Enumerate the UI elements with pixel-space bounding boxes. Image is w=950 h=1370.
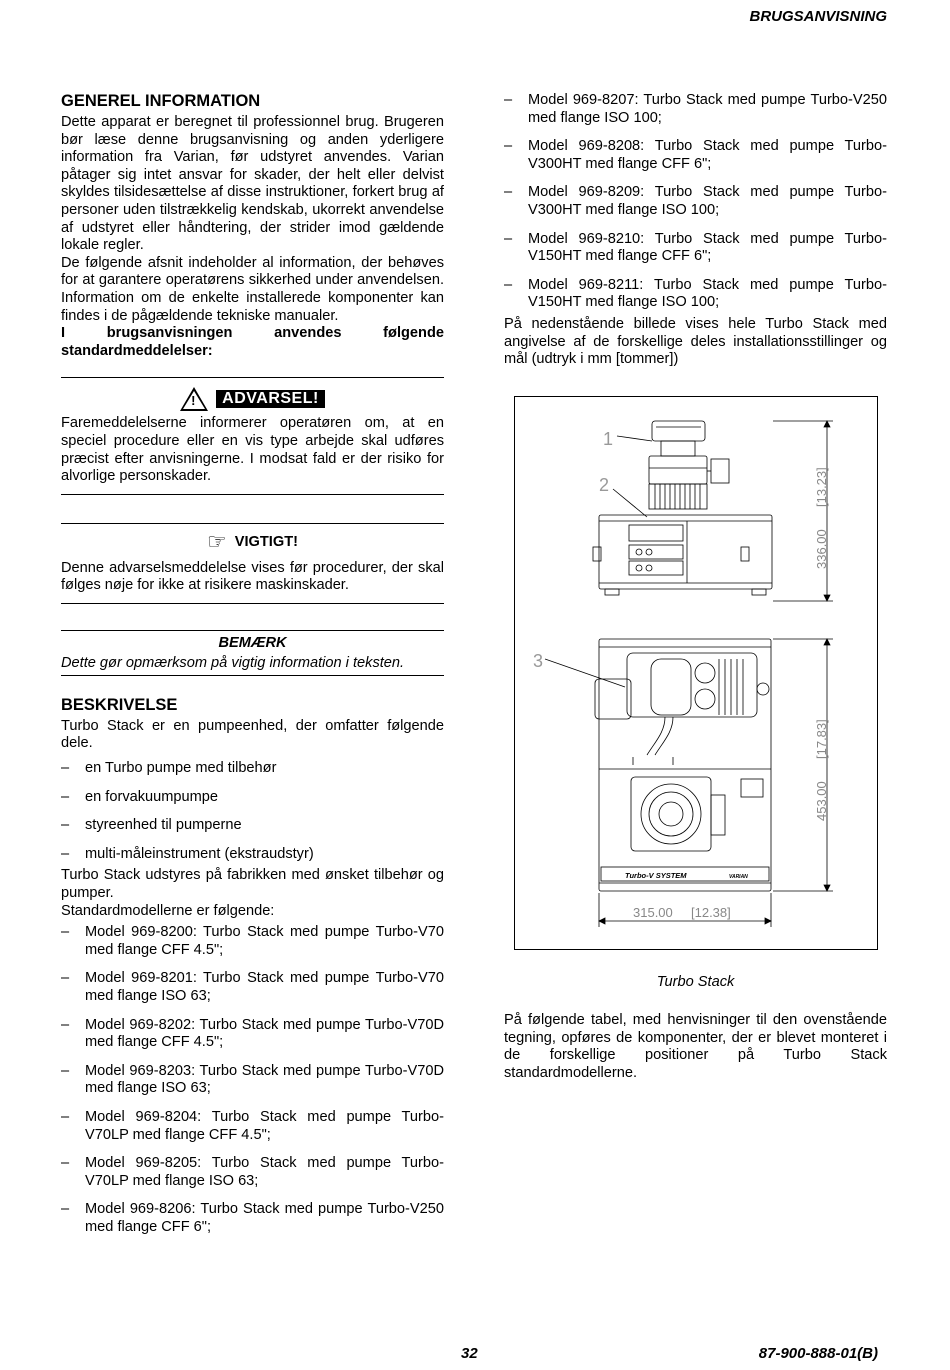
list-item: – styreenhed til pumperne	[61, 817, 444, 835]
list-item: – en Turbo pumpe med tilbehør	[61, 760, 444, 778]
callout-1: 1	[603, 429, 614, 449]
page-header: BRUGSANVISNING	[749, 8, 887, 25]
description-after-1: Turbo Stack udstyres på fabrikken med ønsket tilbehør og pumper.	[61, 867, 444, 902]
dim-width: 315.00	[633, 905, 673, 920]
important-box	[61, 523, 444, 604]
dim-height-top-inches: [13.23]	[814, 467, 829, 507]
models-list-right	[504, 92, 887, 312]
dim-width-inches: [12.38]	[691, 905, 731, 920]
dim-height-bottom-inches: [17.83]	[814, 719, 829, 759]
warning-box	[61, 377, 444, 494]
list-item: – multi-måleinstrument (ekstraudstyr)	[61, 846, 444, 864]
turbo-stack-drawing	[514, 396, 878, 950]
warning-title: ADVARSEL!	[216, 390, 325, 408]
note-box	[61, 630, 444, 676]
list-item: – Model 969-8205: Turbo Stack med pumpe Turbo-V70LP med flange ISO 63;	[61, 1155, 444, 1190]
note-text: Dette gør opmærksom på vigtig information i teksten.	[61, 654, 405, 671]
list-item: – Model 969-8203: Turbo Stack med pumpe Turbo-V70D med flange ISO 63;	[61, 1063, 444, 1098]
section-heading-general: GENEREL INFORMATION	[61, 92, 261, 110]
technical-drawing	[515, 397, 877, 949]
list-item: – Model 969-8210: Turbo Stack med pumpe Turbo-V150HT med flange CFF 6";	[504, 231, 887, 266]
callout-2: 2	[599, 475, 610, 495]
note-title: BEMÆRK	[218, 634, 287, 651]
description-after-2: Standardmodellerne er følgende:	[61, 902, 275, 919]
left-column	[61, 92, 444, 1248]
general-paragraph-2: De følgende afsnit indeholder al information, der behøves for at garantere operatørens sikkerhed under anvendelsen. Information om de enkelte installerede komponenter kan findes i de pågældende tekniske manualer.	[61, 254, 444, 324]
general-paragraph-1: Dette apparat er beregnet til professionnel brug. Brugeren bør læse denne brugsanvisning og anden yderligere information fra Varian, før udstyret anvendes. Varian påtager sig intet ansvar for skader, der helt eller delvist skyldes tilsidesættelse af disse instruktioner, forkert brug af personer uden tilstrækkelig kendskab, ukorrekt anvendelse af udstyret eller håndtering, der strider imod gældende lokale regler.	[61, 114, 444, 254]
warning-symbol: !	[191, 393, 196, 409]
page-number: 32	[461, 1345, 478, 1362]
figure-caption: Turbo Stack	[656, 974, 735, 990]
after-figure-paragraph: På følgende tabel, med henvisninger til den ovenstående tegning, opføres de komponenter, der er blevet monteret i de forskellige positioner på Turbo Stack standardmodellerne.	[504, 1012, 887, 1081]
dim-height-bottom: 453.00	[814, 781, 829, 821]
list-item: – Model 969-8200: Turbo Stack med pumpe Turbo-V70 med flange CFF 4.5";	[61, 924, 444, 959]
list-item: – Model 969-8201: Turbo Stack med pumpe Turbo-V70 med flange ISO 63;	[61, 970, 444, 1005]
important-title: VIGTIGT!	[234, 533, 298, 550]
list-item: – Model 969-8209: Turbo Stack med pumpe Turbo-V300HT med flange ISO 100;	[504, 184, 887, 219]
section-heading-description: BESKRIVELSE	[61, 695, 178, 714]
list-item: – en forvakuumpumpe	[61, 789, 444, 807]
models-list-left	[61, 924, 444, 1236]
parts-list	[61, 760, 444, 863]
drawing-intro: På nedenstående billede vises hele Turbo Stack med angivelse af de forskellige deles installationsstillinger og mål (udtryk i mm [tommer])	[504, 315, 887, 368]
warning-title-row	[61, 387, 444, 411]
description-intro: Turbo Stack er en pumpeenhed, der omfatter følgende dele.	[61, 717, 444, 752]
list-item: – Model 969-8207: Turbo Stack med pumpe Turbo-V250 med flange ISO 100;	[504, 92, 887, 127]
brand-label: VARIAN	[729, 874, 748, 880]
important-text: Denne advarselsmeddelelse vises før procedurer, der skal følges nøje for ikke at risikere maskinskader.	[61, 559, 444, 594]
callout-3: 3	[533, 651, 544, 671]
system-label: Turbo-V SYSTEM	[625, 871, 687, 880]
warning-triangle-icon	[180, 387, 208, 411]
general-paragraph-3: I brugsanvisningen anvendes følgende standardmeddelelser:	[61, 325, 444, 359]
list-item: – Model 969-8208: Turbo Stack med pumpe Turbo-V300HT med flange CFF 6";	[504, 138, 887, 173]
list-item: – Model 969-8202: Turbo Stack med pumpe Turbo-V70D med flange CFF 4.5";	[61, 1017, 444, 1052]
document-number: 87-900-888-01(B)	[758, 1345, 878, 1362]
right-column	[504, 92, 887, 369]
list-item: – Model 969-8211: Turbo Stack med pumpe Turbo-V150HT med flange ISO 100;	[504, 277, 887, 312]
list-item: – Model 969-8204: Turbo Stack med pumpe Turbo-V70LP med flange CFF 4.5";	[61, 1109, 444, 1144]
dim-height-top: 336.00	[814, 529, 829, 569]
important-title-row	[61, 528, 444, 554]
list-item: – Model 969-8206: Turbo Stack med pumpe Turbo-V250 med flange CFF 6";	[61, 1201, 444, 1236]
warning-text: Faremeddelelserne informerer operatøren om, at en speciel procedure eller en vis type arbejde skal udføres præcist efter anvisningerne. I modsat fald er der risiko for alvorlige personskader.	[61, 415, 444, 485]
pointing-hand-icon: ☞	[207, 528, 227, 554]
